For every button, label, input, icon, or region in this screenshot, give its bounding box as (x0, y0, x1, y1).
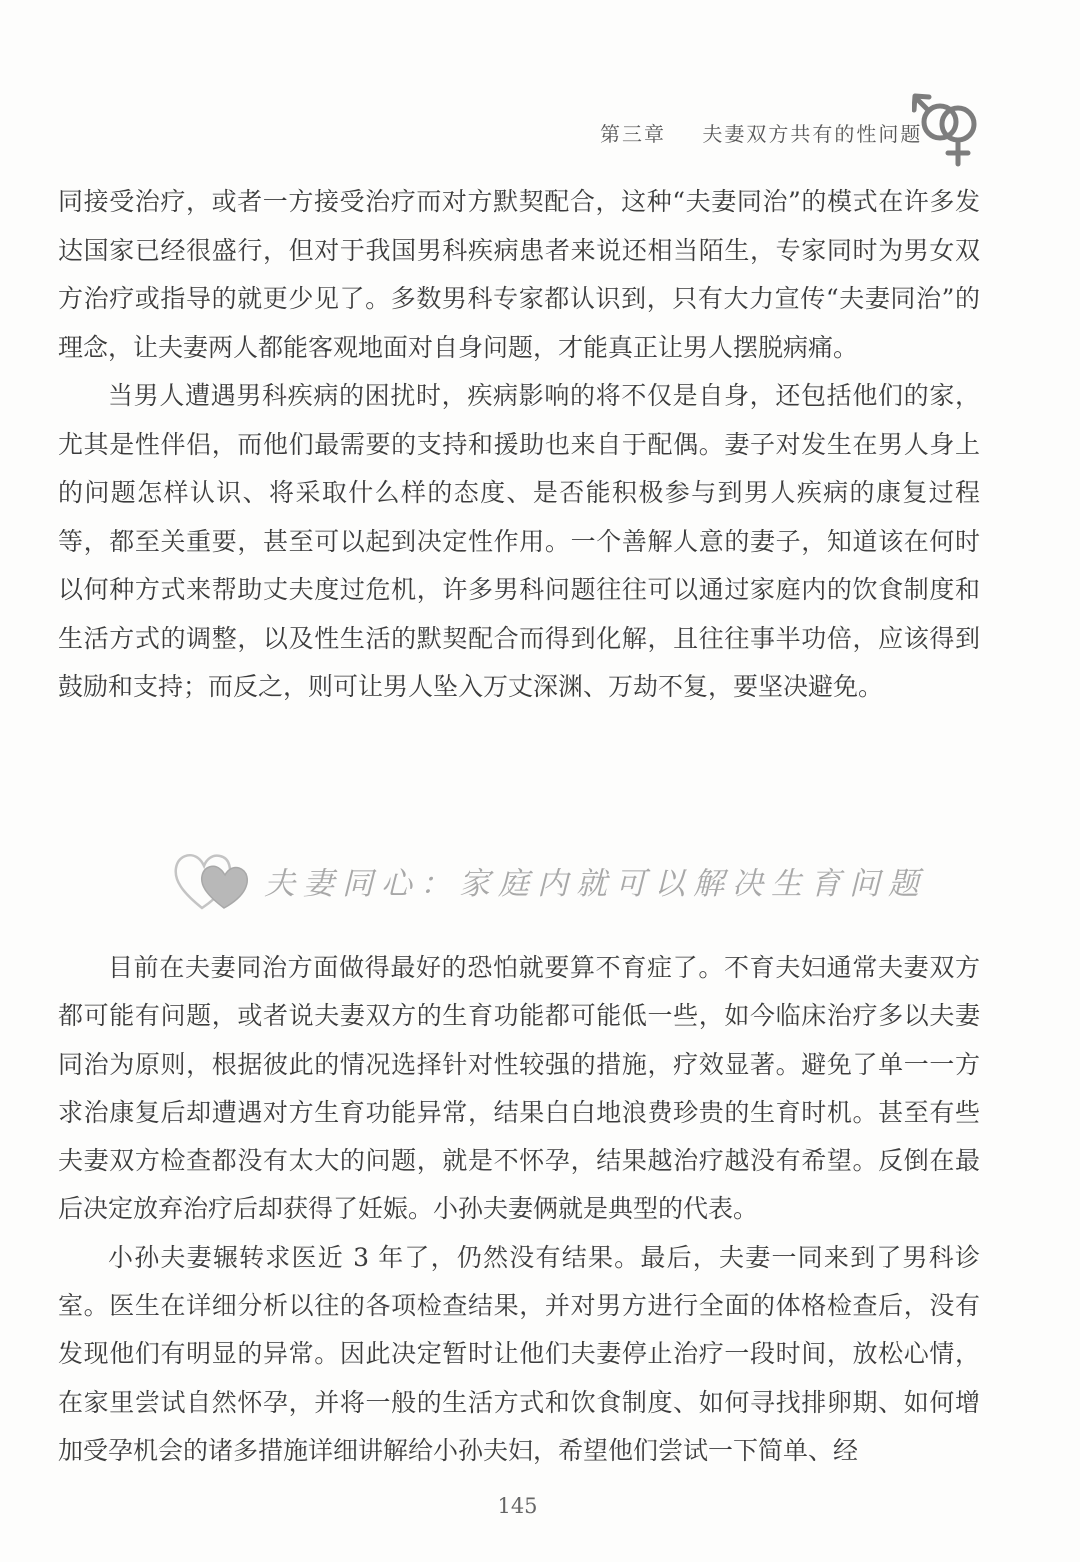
paragraph: 同接受治疗，或者一方接受治疗而对方默契配合，这种“夫妻同治”的模式在许多发达国家已经很盛行，但对于我国男科疾病患者来说还相当陌生，专家同时为男女双方治疗或指导的就更少见了。多数男科专家都认识到，只有大力宣传“夫妻同治”的理念，让夫妻两人都能客观地面对自身问题，才能真正让男人摆脱病痛。 (58, 187, 980, 362)
gender-symbol-icon (912, 88, 984, 168)
section-2-text (58, 944, 980, 1475)
section-heading-text: 夫妻同心：家庭内就可以解决生育问题 (264, 866, 927, 902)
paragraph: 小孙夫妻辗转求医近 3 年了，仍然没有结果。最后，夫妻一同来到了男科诊室。医生在详细分析以往的各项检查结果，并对男方进行全面的体格检查后，没有发现他们有明显的异常。因此决定暂时让他们夫妻停止治疗一段时间，放松心情，在家里尝试自然怀孕，并将一般的生活方式和饮食制度、如何寻找排卵期、如何增加受孕机会的诸多措施详细讲解给小孙夫妇，希望他们尝试一下简单、经 (58, 1242, 980, 1465)
section-heading (172, 840, 927, 920)
paragraph: 目前在夫妻同治方面做得最好的恐怕就要算不育症了。不育夫妇通常夫妻双方都可能有问题，或者说夫妻双方的生育功能都可能低一些，如今临床治疗多以夫妻同治为原则，根据彼此的情况选择针对性较强的措施，疗效显著。避免了单一一方求治康复后却遭遇对方生育功能异常，结果白白地浪费珍贵的生育时机。甚至有些夫妻双方检查都没有太大的问题，就是不怀孕，结果越治疗越没有希望。反倒在最后决定放弃治疗后却获得了妊娠。小孙夫妻俩就是典型的代表。 (58, 953, 980, 1224)
chapter-label: 第三章 (600, 122, 666, 146)
hearts-icon (172, 844, 256, 916)
section-1-text (58, 178, 980, 712)
paragraph: 当男人遭遇男科疾病的困扰时，疾病影响的将不仅是自身，还包括他们的家，尤其是性伴侣，而他们最需要的支持和援助也来自于配偶。妻子对发生在男人身上的问题怎样认识、将采取什么样的态度、是否能积极参与到男人疾病的康复过程等，都至关重要，甚至可以起到决定性作用。一个善解人意的妻子，知道该在何时以何种方式来帮助丈夫度过危机，许多男科问题往往可以通过家庭内的饮食制度和生活方式的调整，以及性生活的默契配合而得到化解，且往往事半功倍，应该得到鼓励和支持；而反之，则可让男人坠入万丈深渊、万劫不复，要坚决避免。 (58, 381, 980, 701)
running-header (600, 118, 923, 154)
page-number: 145 (497, 1494, 538, 1518)
chapter-title: 夫妻双方共有的性问题 (702, 122, 923, 146)
